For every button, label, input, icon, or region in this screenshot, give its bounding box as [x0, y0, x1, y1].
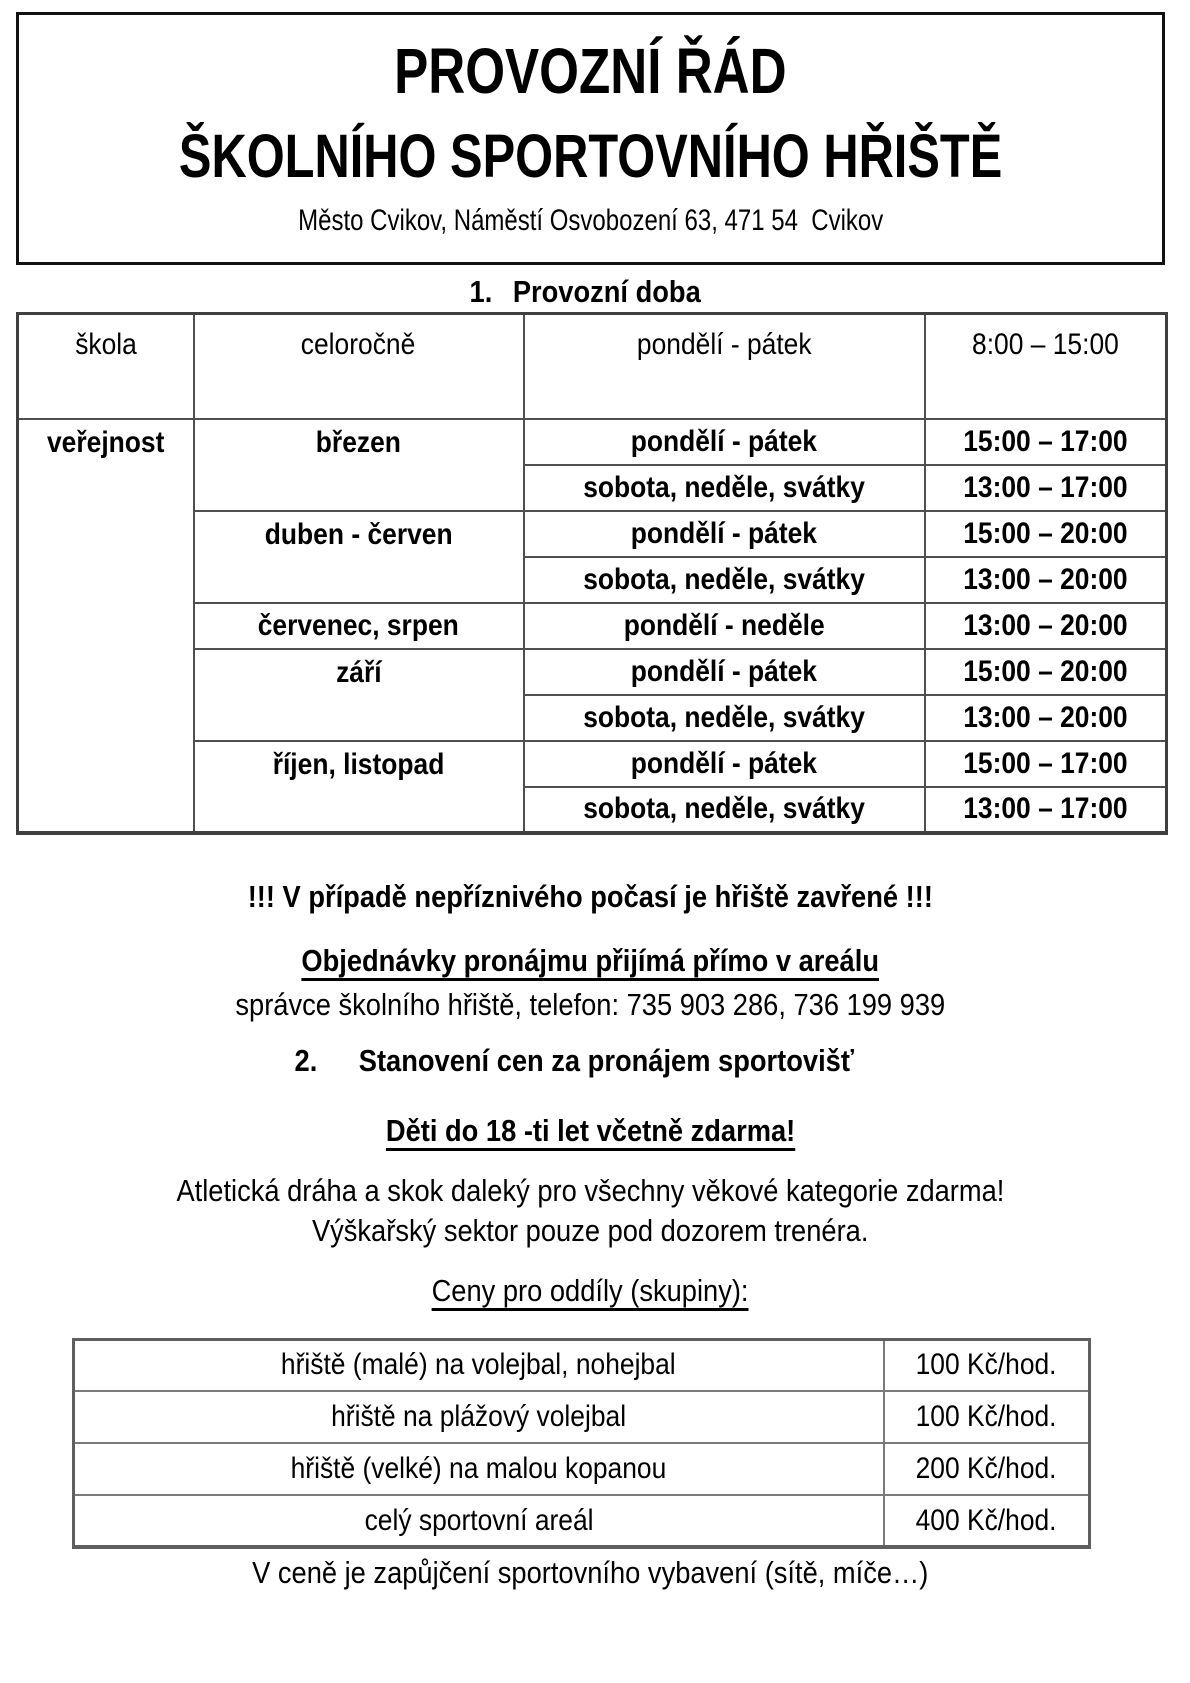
- schedule-cell-hours: 15:00 – 17:00: [925, 741, 1167, 787]
- trainer-notice: Výškařský sektor pouze pod dozorem trenéra.: [312, 1212, 869, 1248]
- document-title-line1: PROVOZNÍ ŘÁD: [394, 35, 787, 107]
- schedule-cell-days: sobota, neděle, svátky: [524, 465, 925, 511]
- schedule-cell-days: pondělí - pátek: [524, 741, 925, 787]
- section2-heading: [16, 1041, 1165, 1081]
- schedule-cell-days: sobota, neděle, svátky: [524, 695, 925, 741]
- schedule-row-school: [18, 314, 1167, 419]
- schedule-cell-period: červenec, srpen: [194, 603, 524, 649]
- schedule-cell-hours: 8:00 – 15:00: [925, 314, 1167, 419]
- schedule-cell-hours: 13:00 – 17:00: [925, 787, 1167, 833]
- header-address: Město Cvikov, Náměstí Osvobození 63, 471 54 Cvikov: [297, 204, 884, 237]
- schedule-cell-period: duben - červen: [194, 511, 524, 603]
- schedule-cell-hours: 15:00 – 20:00: [925, 649, 1167, 695]
- section1-heading: [16, 272, 1165, 312]
- price-item: hřiště na plážový volejbal: [74, 1391, 884, 1443]
- header-box: [16, 12, 1165, 265]
- schedule-cell-hours: 13:00 – 20:00: [925, 557, 1167, 603]
- document-title-line2: ŠKOLNÍHO SPORTOVNÍHO HŘIŠTĚ: [178, 122, 1003, 190]
- children-free-notice: Děti do 18 -ti let včetně zdarma!: [385, 1112, 796, 1148]
- price-value: 100 Kč/hod.: [884, 1339, 1090, 1391]
- price-table: [72, 1338, 1091, 1550]
- section2-number: 2.: [294, 1042, 318, 1078]
- schedule-cell-period: říjen, listopad: [194, 741, 524, 833]
- price-item: celý sportovní areál: [74, 1495, 884, 1547]
- schedule-cell-days: pondělí - pátek: [524, 511, 925, 557]
- schedule-cell-period: celoročně: [194, 314, 524, 419]
- schedule-cell-hours: 15:00 – 20:00: [925, 511, 1167, 557]
- booking-contact: správce školního hřiště, telefon: 735 903 286, 736 199 939: [235, 986, 946, 1022]
- price-value: 200 Kč/hod.: [884, 1443, 1090, 1495]
- equipment-note: V ceně je zapůjčení sportovního vybavení (sítě, míče…): [252, 1555, 929, 1590]
- price-row: [74, 1495, 1090, 1547]
- price-value: 100 Kč/hod.: [884, 1391, 1090, 1443]
- schedule-cell-hours: 13:00 – 17:00: [925, 465, 1167, 511]
- schedule-cell-hours: 15:00 – 17:00: [925, 419, 1167, 465]
- schedule-cell-who: škola: [18, 314, 194, 419]
- schedule-cell-days: pondělí - pátek: [524, 649, 925, 695]
- price-row: [74, 1443, 1090, 1495]
- price-row: [74, 1339, 1090, 1391]
- schedule-cell-days: sobota, neděle, svátky: [524, 787, 925, 833]
- group-prices-heading: Ceny pro oddíly (skupiny):: [432, 1272, 749, 1308]
- price-item: hřiště (malé) na volejbal, nohejbal: [74, 1339, 884, 1391]
- schedule-cell-hours: 13:00 – 20:00: [925, 695, 1167, 741]
- schedule-cell-hours: 13:00 – 20:00: [925, 603, 1167, 649]
- schedule-table: [16, 312, 1168, 835]
- schedule-cell-days: pondělí - pátek: [524, 419, 925, 465]
- weather-notice: !!! V případě nepříznivého počasí je hřiště zavřené !!!: [247, 878, 934, 914]
- document-content: [16, 12, 1165, 1593]
- track-free-notice: Atletická dráha a skok daleký pro všechny věkové kategorie zdarma!: [176, 1172, 1005, 1208]
- price-row: [74, 1391, 1090, 1443]
- section1-number: 1.: [469, 274, 493, 309]
- schedule-cell-days: sobota, neděle, svátky: [524, 557, 925, 603]
- booking-heading: Objednávky pronájmu přijímá přímo v areálu: [301, 942, 880, 978]
- schedule-cell-days: pondělí - pátek: [524, 314, 925, 419]
- section2-title: Stanovení cen za pronájem sportovišť: [358, 1042, 855, 1078]
- schedule-cell-days: pondělí - neděle: [524, 603, 925, 649]
- schedule-cell-who: veřejnost: [18, 419, 194, 833]
- schedule-cell-period: září: [194, 649, 524, 741]
- price-value: 400 Kč/hod.: [884, 1495, 1090, 1547]
- schedule-cell-period: březen: [194, 419, 524, 511]
- section1-title: Provozní doba: [512, 274, 701, 309]
- price-item: hřiště (velké) na malou kopanou: [74, 1443, 884, 1495]
- schedule-row: [18, 419, 1167, 465]
